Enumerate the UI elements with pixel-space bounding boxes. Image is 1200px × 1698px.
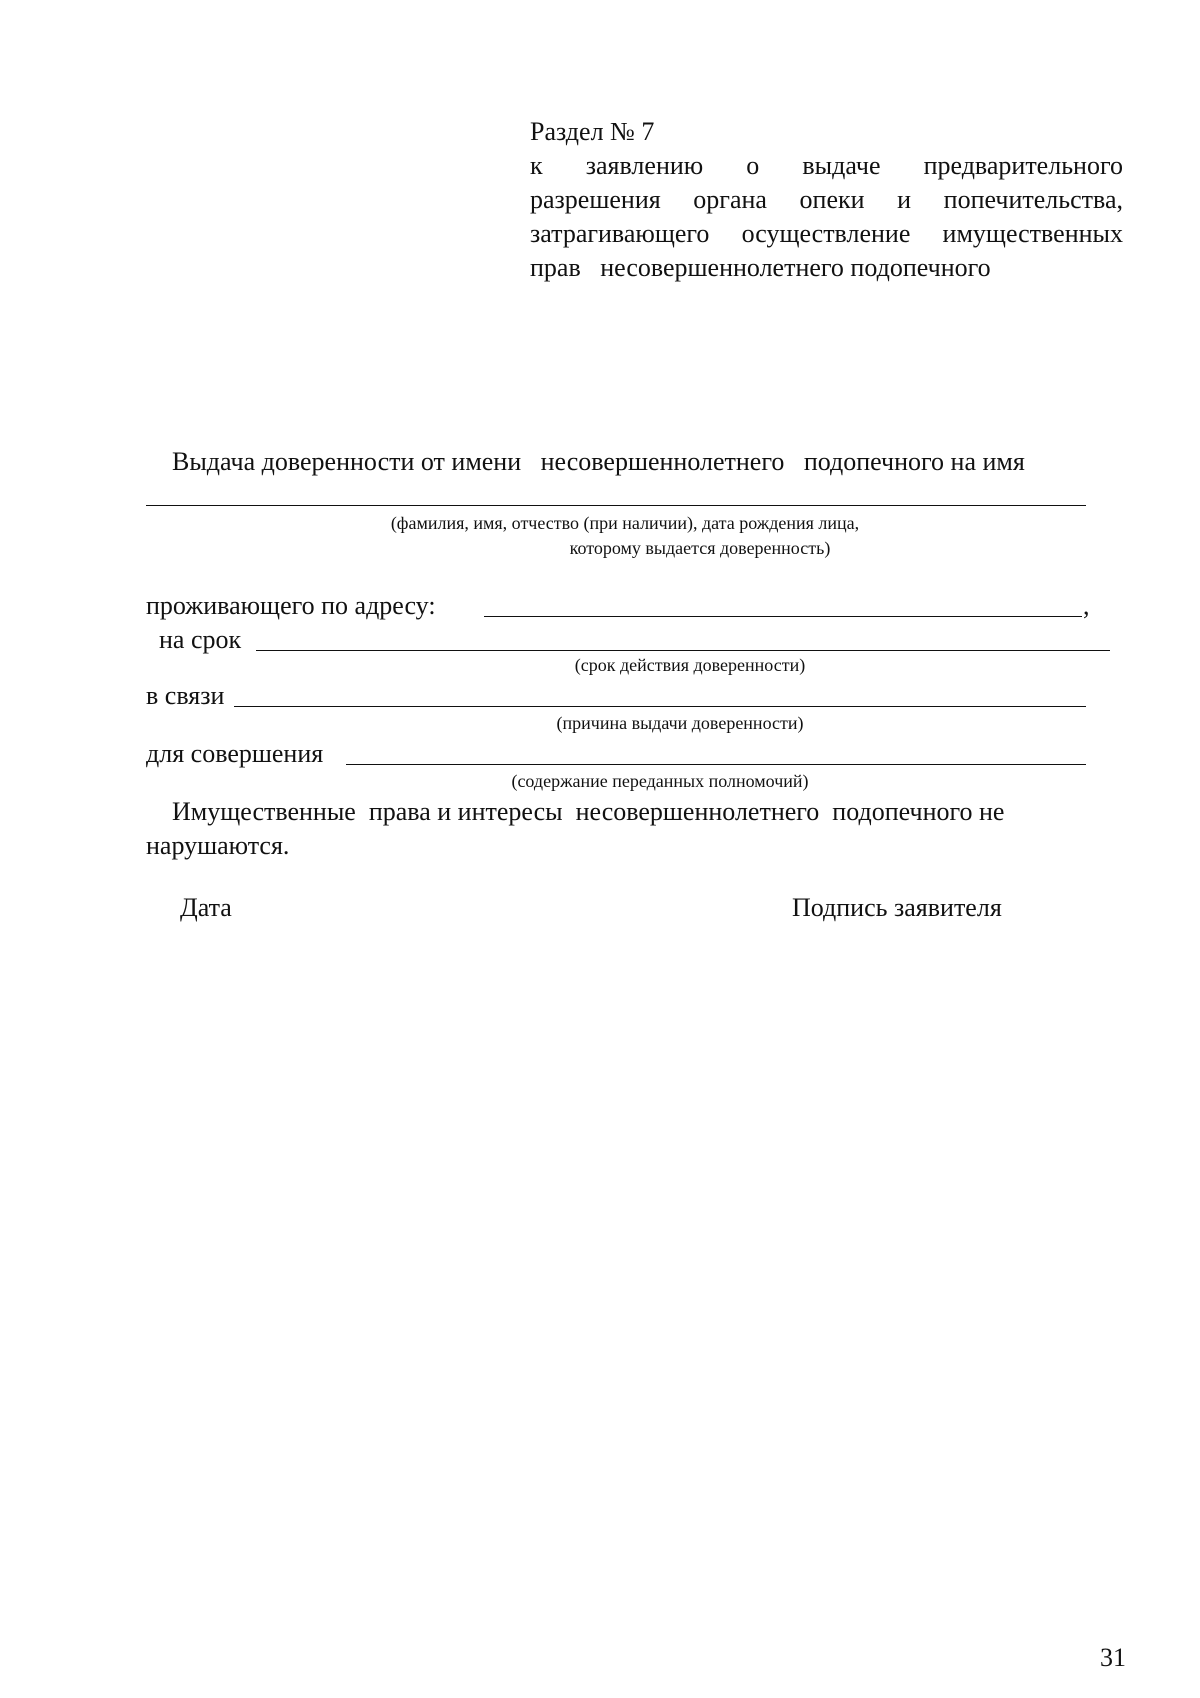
header-line-2: разрешения органа опеки и попечительства,: [530, 185, 1123, 214]
statement-line-1: Имущественные права и интересы несовершеннолетнего подопечного не: [172, 797, 1005, 826]
term-caption: (срок действия доверенности): [574, 655, 806, 675]
address-comma: ,: [1083, 591, 1090, 620]
signature-label: Подпись заявителя: [792, 893, 1002, 922]
reason-label: в связи: [146, 681, 225, 710]
header-line-4: прав несовершеннолетнего подопечного: [530, 253, 991, 282]
page-number: 31: [1100, 1643, 1126, 1672]
purpose-caption: (содержание переданных полномочий): [511, 771, 809, 791]
person-caption-2: которому выдается доверенность): [569, 538, 831, 558]
person-caption-1: (фамилия, имя, отчество (при наличии), дата рождения лица,: [390, 513, 860, 533]
term-label: на срок: [159, 625, 242, 654]
section-title: Раздел № 7: [530, 117, 655, 146]
purpose-field-line[interactable]: [346, 764, 1086, 765]
intro-text: Выдача доверенности от имени несовершеннолетнего подопечного на имя: [172, 447, 1025, 476]
header-line-1: к заявлению о выдаче предварительного: [530, 151, 1123, 180]
reason-caption: (причина выдачи доверенности): [556, 713, 804, 733]
address-field-line[interactable]: [484, 616, 1082, 617]
reason-field-line[interactable]: [234, 706, 1086, 707]
purpose-label: для совершения: [146, 739, 324, 768]
statement-line-2: нарушаются.: [146, 831, 290, 860]
person-field-line[interactable]: [146, 505, 1086, 506]
date-label: Дата: [180, 893, 232, 922]
header-line-3: затрагивающего осуществление имущественных: [530, 219, 1123, 248]
term-field-line[interactable]: [256, 650, 1110, 651]
address-label: проживающего по адресу:: [146, 591, 436, 620]
